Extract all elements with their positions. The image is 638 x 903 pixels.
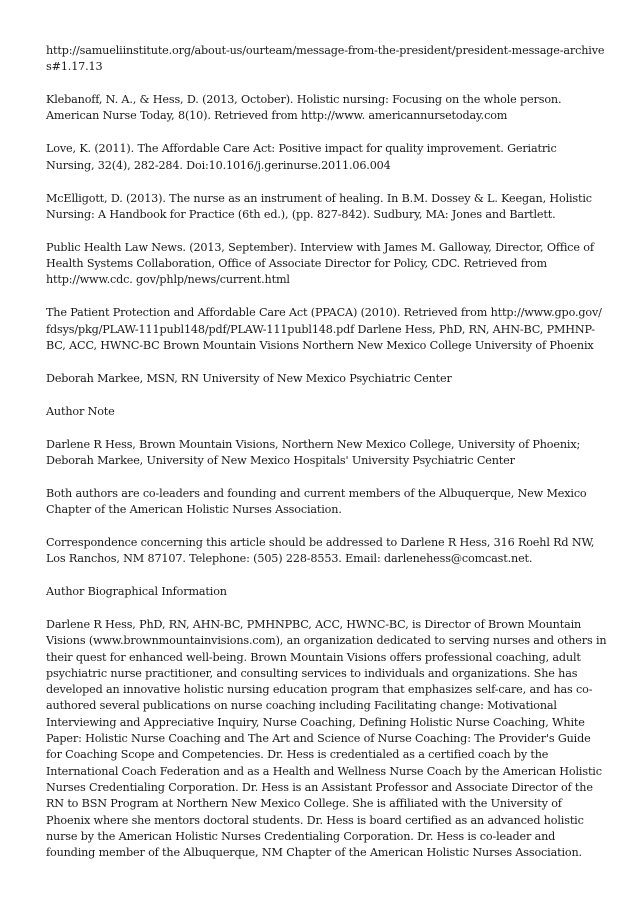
text-line: McElligott, D. (2013). The nurse as an instrument of healing. In B.M. Dossey & L. Keegan, Holistic xyxy=(46,191,592,205)
text-line: http://www.cdc. gov/phlp/news/current.html xyxy=(46,273,290,287)
text-line: Interviewing and Appreciative Inquiry, Nurse Coaching, Defining Holistic Nurse Coaching, White xyxy=(46,715,585,729)
text-line: Both authors are co-leaders and founding and current members of the Albuquerque, New Mexico xyxy=(46,486,587,500)
text-line: Deborah Markee, University of New Mexico Hospitals' University Psychiatric Center xyxy=(46,453,515,467)
text-line: Nurses Credentialing Corporation. Dr. Hess is an Assistant Professor and Associate Director of the xyxy=(46,780,593,794)
text-line: RN to BSN Program at Northern New Mexico College. She is affiliated with the University of xyxy=(46,797,562,811)
text-line: Author Biographical Information xyxy=(46,585,227,599)
text-line: Nursing, 32(4), 282-284. Doi:10.1016/j.gerinurse.2011.06.004 xyxy=(46,158,391,172)
text-line: nurse by the American Holistic Nurses Credentialing Corporation. Dr. Hess is co-leader and xyxy=(46,829,556,843)
reference-klebanoff xyxy=(46,92,602,125)
biographical-heading xyxy=(46,584,602,600)
reference-public-health-law-news xyxy=(46,240,602,289)
text-line: Paper: Holistic Nurse Coaching and The Art and Science of Nurse Coaching: The Provider's Guide xyxy=(46,732,591,746)
text-line: Visions (www.brownmountainvisions.com), an organization dedicated to serving nurses and others in xyxy=(46,634,607,648)
text-line: Deborah Markee, MSN, RN University of New Mexico Psychiatric Center xyxy=(46,371,452,385)
text-line: Los Ranchos, NM 87107. Telephone: (505) 228-8553. Email: darlenehess@comcast.net. xyxy=(46,552,533,566)
text-line: Public Health Law News. (2013, September). Interview with James M. Galloway, Director, Office of xyxy=(46,240,594,254)
author-markee-affiliation xyxy=(46,371,602,387)
correspondence-note xyxy=(46,535,602,568)
text-line: Klebanoff, N. A., & Hess, D. (2013, October). Holistic nursing: Focusing on the whole person. xyxy=(46,93,562,107)
text-line: authored several publications on nurse coaching including Facilitating change: Motivational xyxy=(46,699,557,713)
text-line: International Coach Federation and as a Health and Wellness Nurse Coach by the American Holistic xyxy=(46,764,602,778)
author-membership-note xyxy=(46,486,602,519)
text-line: The Patient Protection and Affordable Care Act (PPACA) (2010). Retrieved from http://www.gpo.gov/ xyxy=(46,306,602,320)
reference-samueli-url xyxy=(46,43,605,76)
text-line: developed an innovative holistic nursing education program that emphasizes self-care, and has co- xyxy=(46,683,593,697)
document-page xyxy=(46,43,607,878)
text-line: http://samueliinstitute.org/about-us/ourteam/message-from-the-president/president-message-archive xyxy=(46,44,605,57)
text-line: Correspondence concerning this article should be addressed to Darlene R Hess, 316 Roehl Rd NW, xyxy=(46,535,595,549)
text-line: Phoenix where she mentors doctoral students. Dr. Hess is board certified as an advanced holistic xyxy=(46,813,584,827)
reference-ppaca xyxy=(46,305,602,354)
text-line: BC, ACC, HWNC-BC Brown Mountain Visions Northern New Mexico College University of Phoenix xyxy=(46,338,594,352)
text-line: Nursing: A Handbook for Practice (6th ed.), (pp. 827-842). Sudbury, MA: Jones and Bartlett. xyxy=(46,207,556,221)
text-line: psychiatric nurse practitioner, and consulting services to individuals and organizations. She has xyxy=(46,666,578,680)
biography-hess xyxy=(46,617,607,861)
text-line: Author Note xyxy=(46,404,115,418)
text-line: Darlene R Hess, Brown Mountain Visions, Northern New Mexico College, University of Phoenix; xyxy=(46,437,581,451)
text-line: Darlene R Hess, PhD, RN, AHN-BC, PMHNPBC, ACC, HWNC-BC, is Director of Brown Mountain xyxy=(46,617,582,631)
author-note-heading xyxy=(46,404,602,420)
author-affiliations xyxy=(46,437,602,470)
reference-love xyxy=(46,141,602,174)
text-line: American Nurse Today, 8(10). Retrieved from http://www. americannursetoday.com xyxy=(46,109,508,123)
text-line: Chapter of the American Holistic Nurses Association. xyxy=(46,502,342,516)
text-line: fdsys/pkg/PLAW-111publ148/pdf/PLAW-111publ148.pdf Darlene Hess, PhD, RN, AHN-BC, PMHNP- xyxy=(46,322,595,336)
text-line: for Coaching Scope and Competencies. Dr. Hess is credentialed as a certified coach by the xyxy=(46,748,549,762)
text-line: Health Systems Collaboration, Office of Associate Director for Policy, CDC. Retrieved from xyxy=(46,257,547,271)
text-line: founding member of the Albuquerque, NM Chapter of the American Holistic Nurses Association. xyxy=(46,846,582,860)
text-line: s#1.17.13 xyxy=(46,60,103,74)
text-line: their quest for enhanced well-being. Brown Mountain Visions offers professional coaching, adult xyxy=(46,650,581,664)
text-line: Love, K. (2011). The Affordable Care Act: Positive impact for quality improvement. Geriatric xyxy=(46,142,557,156)
reference-mcelligott xyxy=(46,191,602,224)
